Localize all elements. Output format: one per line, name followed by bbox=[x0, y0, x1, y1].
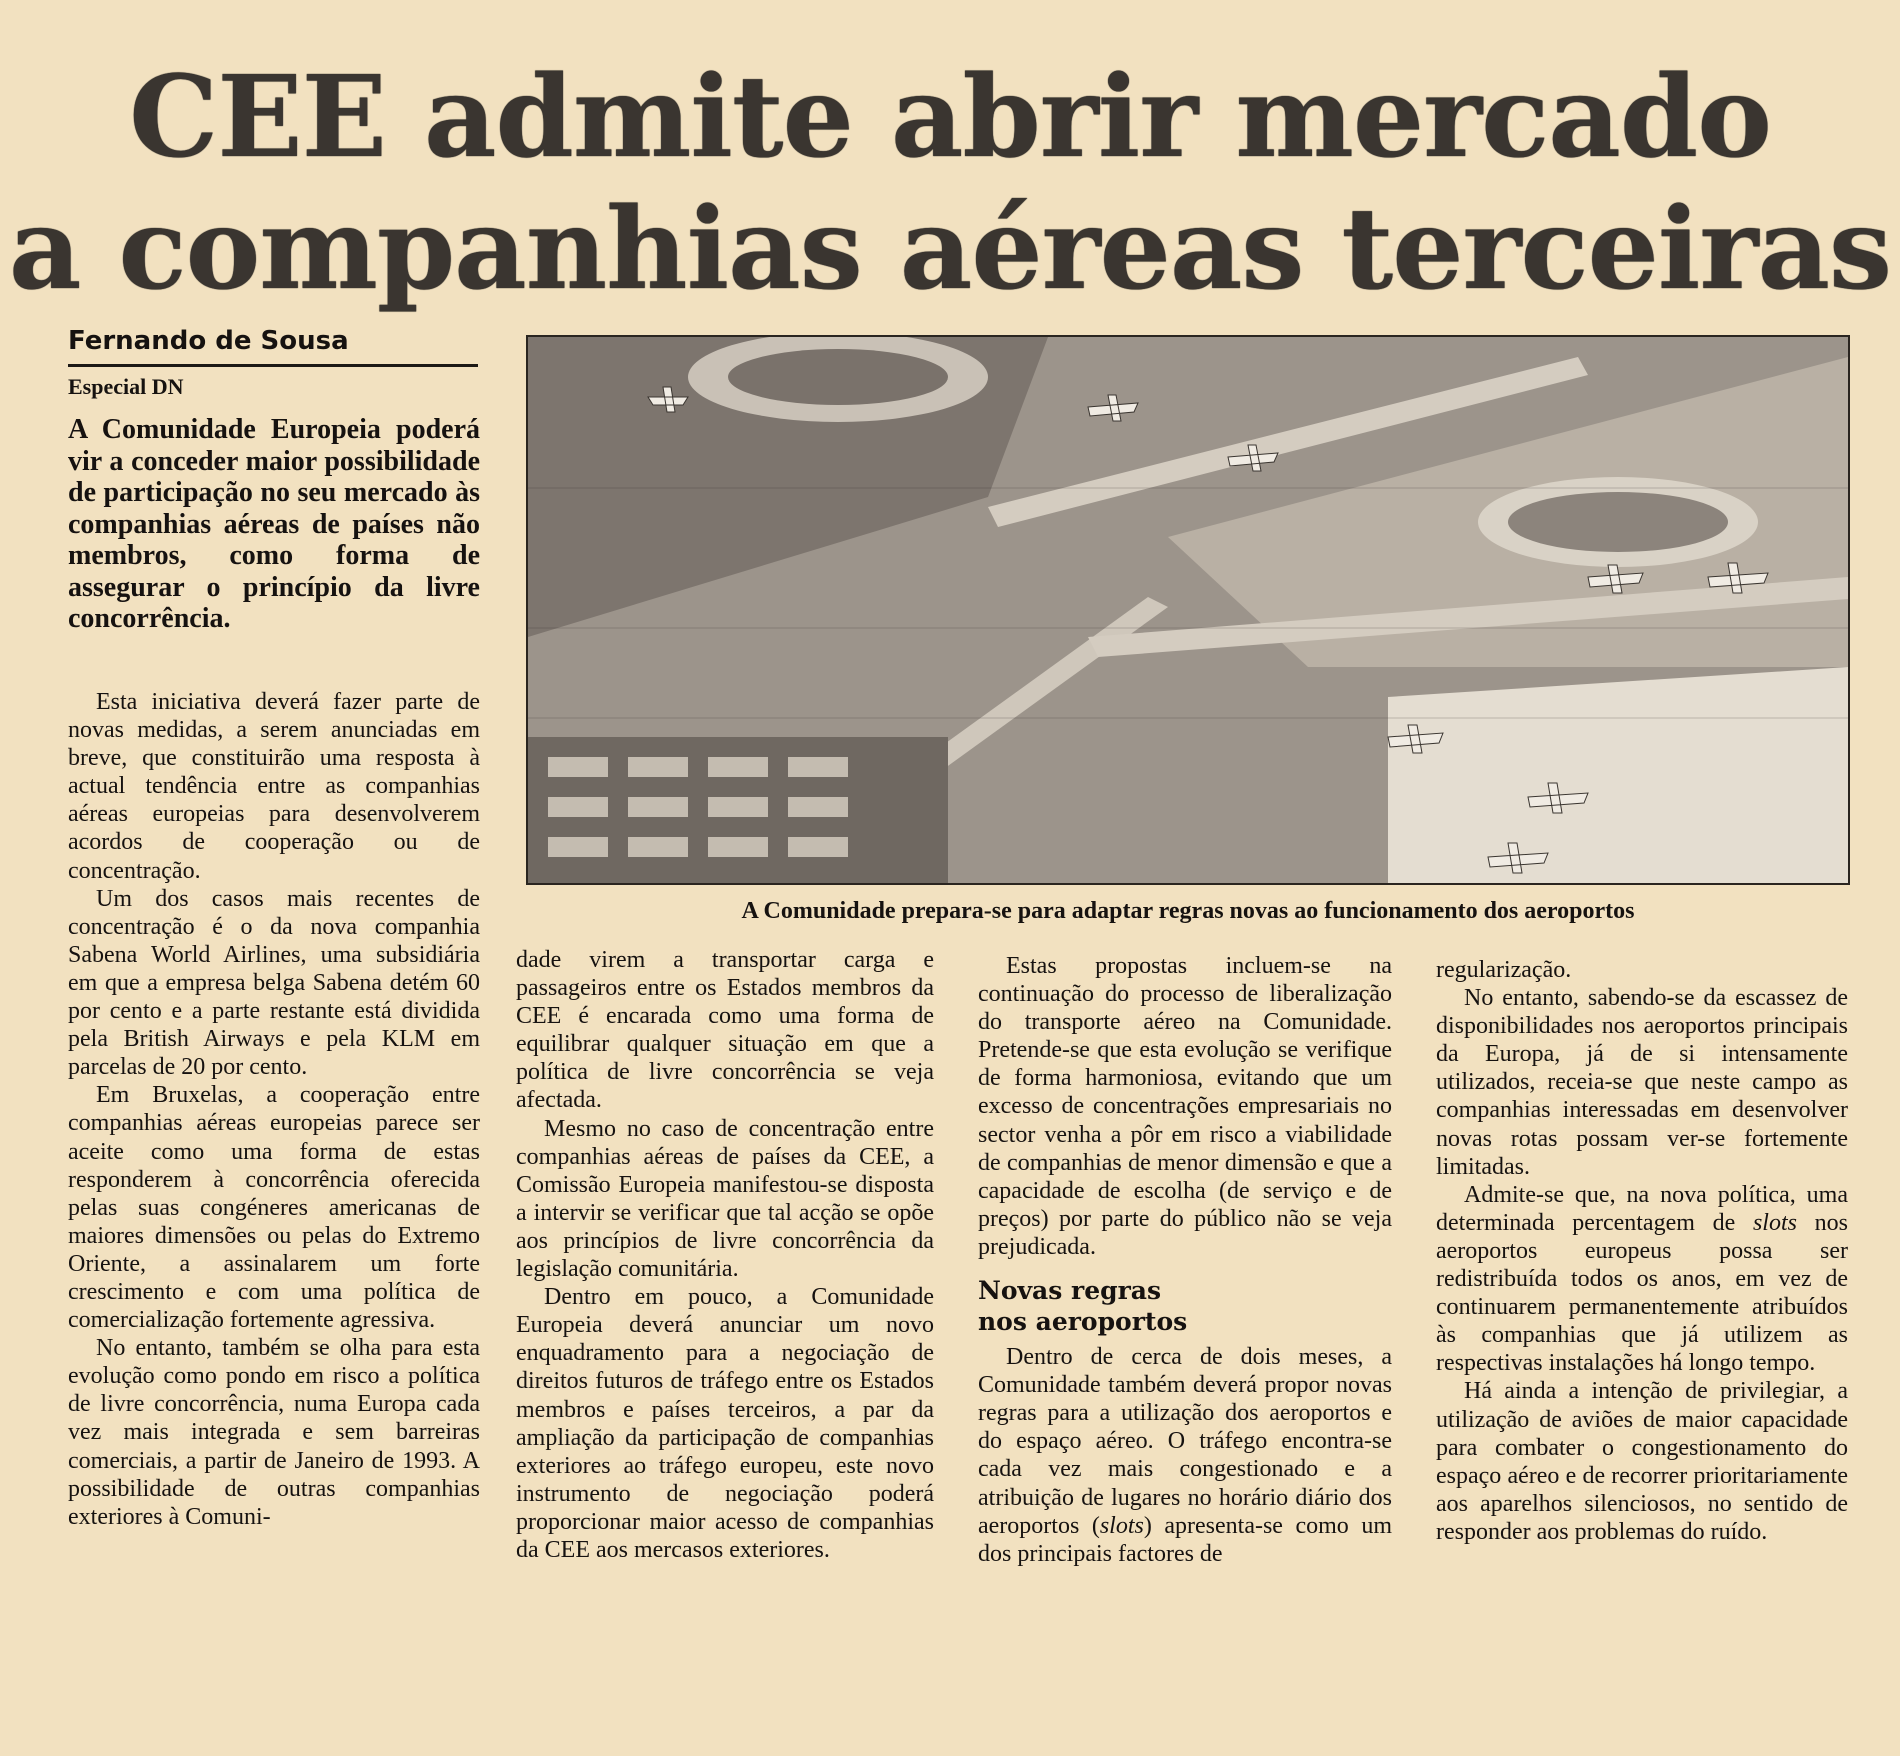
paragraph bbox=[1436, 1181, 1848, 1378]
column-4 bbox=[1436, 956, 1848, 1546]
paragraph bbox=[978, 1343, 1392, 1568]
airport-aerial-photo bbox=[526, 335, 1850, 885]
paragraph: No entanto, também se olha para esta evolução como pondo em risco a política de livre concorrência, numa Europa cada vez mais integrada e sem barreiras comerciais, a partir de Janeiro de 1993. A possibilidade de outras companhias exteriores à Comuni- bbox=[68, 1335, 480, 1530]
lead-paragraph: A Comunidade Europeia poderá vir a conceder maior possibilidade de participação no seu mercado às companhias aéreas de países não membros, como forma de assegurar o princípio da livre concorrência. bbox=[68, 414, 480, 634]
paragraph: dade virem a transportar carga e passageiros entre os Estados membros da CEE é encarada como uma forma de equilibrar qualquer situação em que a política de livre concorrência se veja afectada. bbox=[516, 947, 934, 1114]
author-byline: Fernando de Sousa bbox=[68, 326, 478, 367]
text: Admite-se que, na nova política, uma determinada percentagem de bbox=[1436, 1181, 1848, 1236]
column-1 bbox=[68, 688, 480, 1531]
text: nos aeroportos europeus possa ser redistribuída todos os anos, em vez de continuarem permanentemente atribuídos às companhias que já utilizem as respectivas instalações há longo tempo. bbox=[1436, 1209, 1848, 1377]
dateline: Especial DN bbox=[68, 374, 184, 399]
paragraph: Um dos casos mais recentes de concentração é o da nova companhia Sabena World Airlines, uma subsidiária em que a empresa belga Sabena detém 60 por cento e a parte restante está dividida pela British Airways e pela KLM em parcelas de 20 por cento. bbox=[68, 885, 480, 1081]
paragraph: Há ainda a intenção de privilegiar, a utilização de aviões de maior capacidade para combater o congestionamento do espaço aéreo e de recorrer prioritariamente aos aparelhos silenciosos, no sentido de responder aos problemas do ruído. bbox=[1436, 1378, 1848, 1545]
subheading bbox=[978, 1275, 1392, 1337]
paragraph: Dentro em pouco, a Comunidade Europeia deverá anunciar um novo enquadramento para a negociação de direitos futuros de tráfego entre os Estados membros e países terceiros, a par da ampliação da participação de companhias exteriores ao tráfego europeu, este novo instrumento de negociação poderá proporcionar maior acesso de companhias da CEE aos mercasos exteriores. bbox=[516, 1284, 934, 1563]
column-2 bbox=[516, 946, 934, 1564]
paragraph: No entanto, sabendo-se da escassez de disponibilidades nos aeroportos principais da Europa, já de si intensamente utilizados, receia-se que neste campo as companhias interessadas em desenvolver novas rotas possam ver-se fortemente limitadas. bbox=[1436, 985, 1848, 1180]
subheading-line-2: nos aeroportos bbox=[978, 1307, 1188, 1337]
paragraph: Mesmo no caso de concentração entre companhias aéreas de países da CEE, a Comissão Europeia manifestou-se disposta a intervir se verificar que tal acção se opõe aos princípios de livre concorrência da legislação comunitária. bbox=[516, 1115, 934, 1283]
photo-caption: A Comunidade prepara-se para adaptar regras novas ao funcionamento dos aeroportos bbox=[741, 898, 1635, 924]
headline-line-1: CEE admite abrir mercado bbox=[129, 52, 1771, 183]
airport-photo-icon bbox=[528, 337, 1848, 883]
column-3 bbox=[978, 952, 1392, 1568]
paragraph: Esta iniciativa deverá fazer parte de novas medidas, a serem anunciadas em breve, que constituirão uma resposta à actual tendência entre as companhias aéreas europeias para desenvolverem acordos de cooperação ou de concentração. bbox=[68, 689, 480, 884]
paragraph: Estas propostas incluem-se na continuação do processo de liberalização do transporte aéreo na Comunidade. Pretende-se que esta evolução se verifique de forma harmoniosa, evitando que um excesso de concentrações empresariais no sector venha a pôr em risco a viabilidade de companhias de menor dimensão e que a capacidade de escolha (de serviço e de preços) por parte do público não se veja prejudicada. bbox=[978, 953, 1392, 1260]
headline bbox=[0, 52, 1900, 316]
text: Dentro de cerca de dois meses, a Comunidade também deverá propor novas regras para a utilização dos aeroportos e do espaço aéreo. O tráfego encontra-se cada vez mais congestionado e a atribuição de lugares no horário diário dos aeroportos ( bbox=[978, 1344, 1392, 1539]
subheading-line-1: Novas regras bbox=[978, 1276, 1162, 1306]
italic-term: slots bbox=[1752, 1209, 1797, 1236]
paragraph: Em Bruxelas, a cooperação entre companhias aéreas europeias parece ser aceite como uma forma de estas responderem à concorrência oferecida pelas suas congéneres americanas de maiores dimensões ou pelas do Extremo Oriente, a assinalarem um forte crescimento e com uma política de comercialização fortemente agressiva. bbox=[68, 1082, 480, 1334]
headline-line-2: a companhias aéreas terceiras bbox=[8, 184, 1892, 315]
italic-term: slots bbox=[1099, 1512, 1144, 1539]
text: ) apresenta-se como um dos principais factores de bbox=[978, 1512, 1392, 1567]
paragraph: regularização. bbox=[1436, 957, 1572, 983]
